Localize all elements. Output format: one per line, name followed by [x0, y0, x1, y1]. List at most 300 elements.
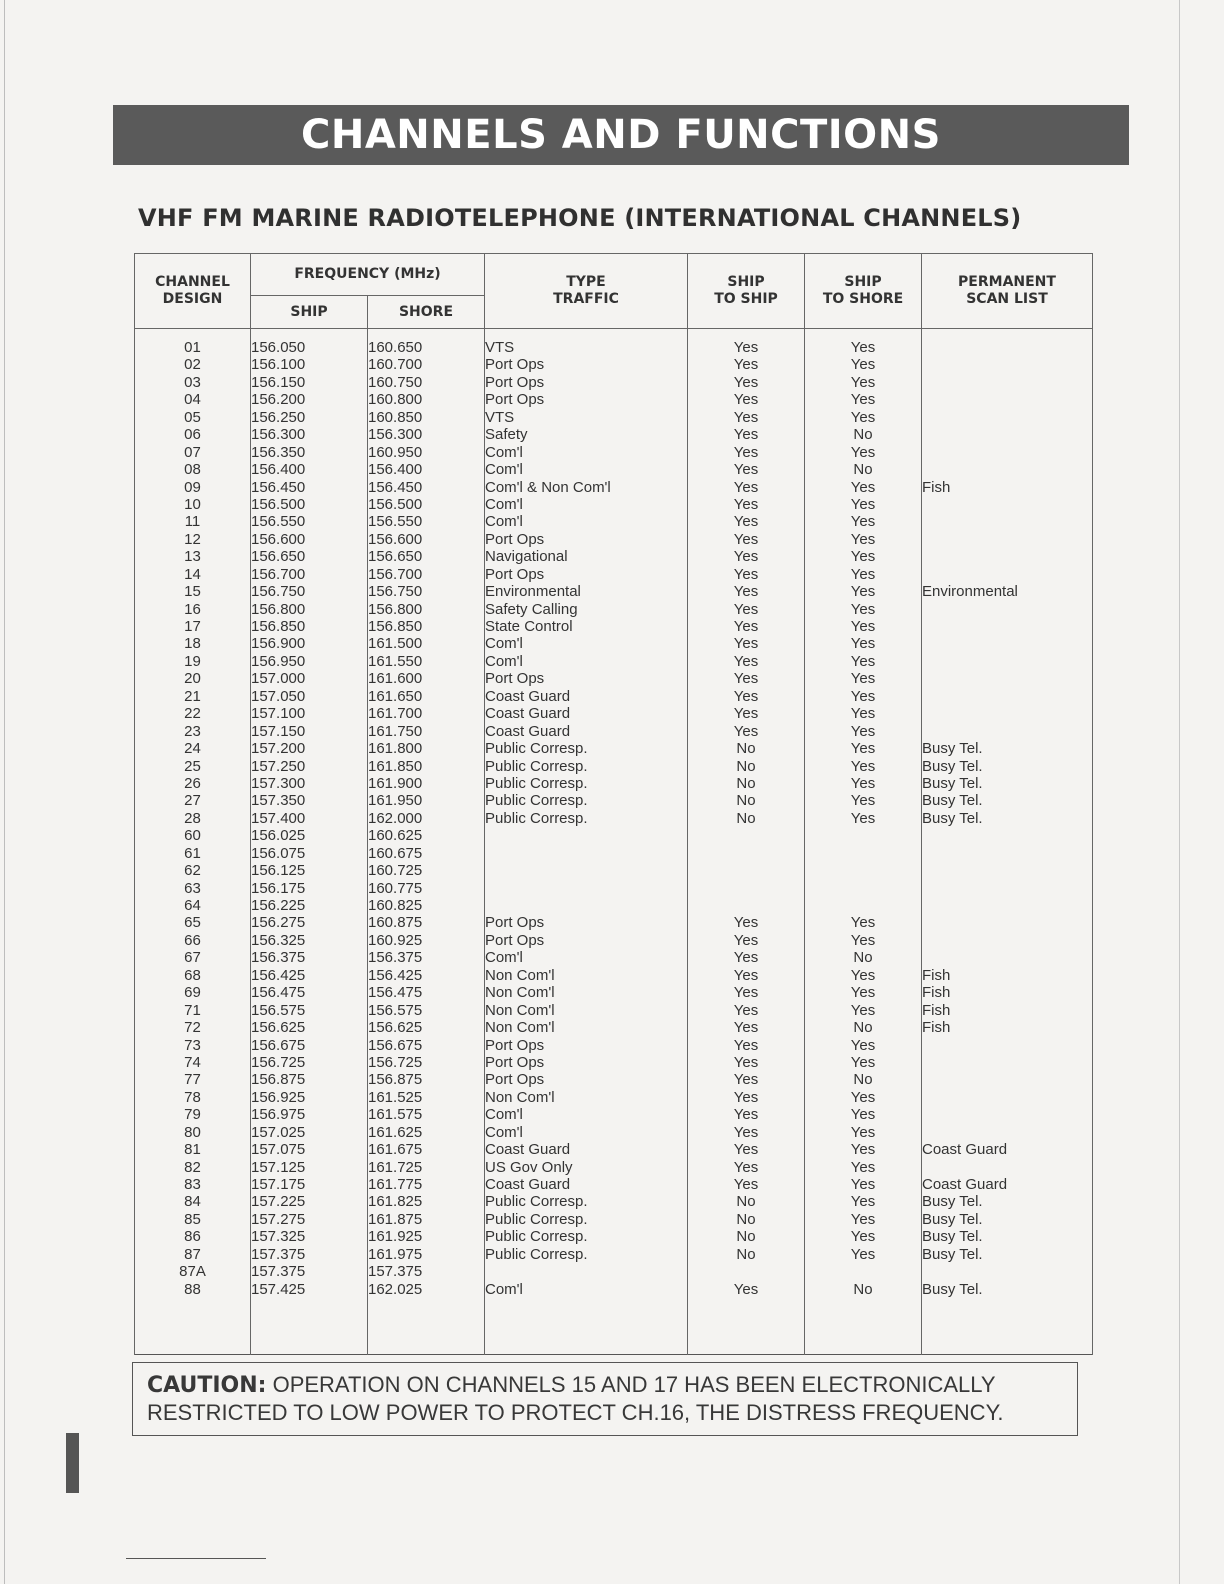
- cell-channel: 26: [184, 774, 201, 792]
- cell-shore-frequency: 160.750: [368, 373, 423, 391]
- cell-channel: 28: [184, 809, 201, 827]
- cell-ship-to-shore: Yes: [850, 774, 876, 792]
- cell-channel: 62: [184, 862, 201, 880]
- cell-channel: 83: [184, 1176, 201, 1193]
- cell-shore-frequency: 161.750: [368, 722, 423, 740]
- cell-ship-to-shore: Yes: [850, 1088, 876, 1106]
- cell-ship-to-shore: [805, 862, 921, 879]
- column-ship-to-shore: [805, 329, 922, 1355]
- cell-type-traffic: Public Corresp.: [485, 809, 588, 827]
- caution-notice: [132, 1362, 1078, 1436]
- cell-ship-to-ship: Yes: [733, 966, 759, 984]
- cell-type-traffic: Non Com'l: [485, 966, 555, 984]
- cell-type-traffic: US Gov Only: [485, 1158, 573, 1176]
- cell-channel: 66: [184, 931, 201, 949]
- cell-scan-list: [922, 827, 1092, 844]
- cell-ship-frequency: 156.050: [251, 339, 306, 356]
- cell-scan-list: Busy Tel.: [922, 1193, 983, 1211]
- cell-scan-list: [922, 897, 1092, 914]
- header-frequency: FREQUENCY (MHz): [251, 254, 485, 296]
- cell-channel: 88: [184, 1280, 201, 1298]
- cell-shore-frequency: 156.575: [368, 1001, 423, 1019]
- cell-shore-frequency: 160.725: [368, 862, 423, 880]
- cell-ship-to-ship: No: [736, 809, 756, 827]
- cell-ship-frequency: 156.900: [251, 635, 306, 653]
- cell-ship-frequency: 157.150: [251, 722, 306, 740]
- cell-channel: 12: [184, 530, 201, 548]
- cell-shore-frequency: 156.675: [368, 1036, 423, 1054]
- cell-ship-to-shore: Yes: [850, 1123, 876, 1141]
- cell-ship-to-ship: Yes: [733, 1280, 759, 1298]
- cell-ship-frequency: 156.350: [251, 443, 306, 461]
- cell-channel: 14: [184, 565, 201, 583]
- cell-ship-to-shore: No: [853, 949, 873, 967]
- cell-ship-to-ship: No: [736, 1210, 756, 1228]
- cell-scan-list: [922, 391, 1092, 408]
- cell-channel: 10: [184, 495, 201, 513]
- cell-ship-to-shore: Yes: [850, 339, 876, 356]
- cell-channel: 85: [184, 1210, 201, 1228]
- cell-ship-to-ship: Yes: [733, 670, 759, 688]
- cell-ship-to-shore: [805, 827, 921, 844]
- cell-type-traffic: State Control: [485, 618, 573, 635]
- cell-shore-frequency: 161.800: [368, 740, 423, 758]
- cell-ship-frequency: 157.300: [251, 774, 306, 792]
- cell-ship-frequency: 156.650: [251, 548, 306, 566]
- cell-shore-frequency: 161.500: [368, 635, 423, 653]
- cell-type-traffic: Com'l: [485, 1106, 523, 1124]
- cell-ship-frequency: 156.025: [251, 827, 306, 845]
- cell-ship-to-shore: Yes: [850, 809, 876, 827]
- cell-type-traffic: Navigational: [485, 548, 568, 566]
- cell-type-traffic: Com'l: [485, 461, 523, 479]
- cell-ship-to-shore: Yes: [850, 495, 876, 513]
- cell-ship-frequency: 156.200: [251, 391, 306, 409]
- cell-channel: 86: [184, 1228, 201, 1246]
- cell-ship-to-ship: No: [736, 1245, 756, 1263]
- cell-scan-list: [922, 1071, 1092, 1088]
- cell-shore-frequency: 160.950: [368, 443, 423, 461]
- cell-scan-list: Busy Tel.: [922, 774, 983, 792]
- cell-scan-list: [922, 566, 1092, 583]
- cell-shore-frequency: 161.775: [368, 1176, 423, 1193]
- cell-ship-to-ship: Yes: [733, 687, 759, 705]
- caution-line-1: OPERATION ON CHANNELS 15 AND 17 HAS BEEN ELECTRONICALLY: [266, 1372, 996, 1397]
- cell-ship-to-shore: Yes: [850, 1158, 876, 1176]
- cell-ship-frequency: 156.400: [251, 461, 306, 479]
- cell-scan-list: [922, 356, 1092, 373]
- cell-ship-frequency: 157.225: [251, 1193, 306, 1211]
- cell-ship-to-shore: Yes: [850, 705, 876, 723]
- cell-ship-to-ship: Yes: [733, 618, 759, 635]
- cell-ship-frequency: 157.000: [251, 670, 306, 688]
- cell-ship-frequency: 157.050: [251, 687, 306, 705]
- cell-ship-to-shore: Yes: [850, 740, 876, 758]
- cell-ship-frequency: 156.750: [251, 583, 306, 601]
- cell-ship-to-shore: Yes: [850, 1053, 876, 1071]
- cell-ship-frequency: 156.625: [251, 1019, 306, 1037]
- cell-scan-list: [922, 1054, 1092, 1071]
- cell-type-traffic: Public Corresp.: [485, 1245, 588, 1263]
- cell-ship-frequency: 156.875: [251, 1071, 306, 1089]
- cell-type-traffic: [485, 1263, 687, 1280]
- cell-shore-frequency: 156.475: [368, 984, 423, 1002]
- cell-ship-frequency: 157.175: [251, 1176, 306, 1193]
- cell-channel: 82: [184, 1158, 201, 1176]
- cell-channel: 68: [184, 966, 201, 984]
- cell-shore-frequency: 161.675: [368, 1141, 423, 1159]
- cell-type-traffic: Port Ops: [485, 565, 545, 583]
- cell-scan-list: Busy Tel.: [922, 740, 983, 758]
- cell-ship-to-ship: Yes: [733, 461, 759, 479]
- page-edge-left: [4, 0, 5, 1584]
- cell-type-traffic: Port Ops: [485, 356, 545, 374]
- cell-ship-frequency: 157.125: [251, 1158, 306, 1176]
- cell-ship-to-ship: Yes: [733, 530, 759, 548]
- cell-ship-frequency: 156.300: [251, 426, 306, 444]
- cell-ship-to-shore: Yes: [850, 1001, 876, 1019]
- margin-mark: [66, 1433, 79, 1493]
- cell-type-traffic: Com'l: [485, 495, 523, 513]
- cell-channel: 20: [184, 670, 201, 688]
- cell-channel: 84: [184, 1193, 201, 1211]
- cell-shore-frequency: 161.650: [368, 687, 423, 705]
- cell-type-traffic: Port Ops: [485, 1036, 545, 1054]
- cell-ship-to-shore: No: [853, 1280, 873, 1298]
- cell-scan-list: Busy Tel.: [922, 809, 983, 827]
- cell-shore-frequency: 156.625: [368, 1019, 423, 1037]
- cell-ship-to-ship: Yes: [733, 984, 759, 1002]
- cell-type-traffic: Safety: [485, 426, 528, 444]
- cell-scan-list: Busy Tel.: [922, 757, 983, 775]
- cell-ship-frequency: 156.225: [251, 897, 306, 914]
- cell-shore-frequency: 160.850: [368, 408, 423, 426]
- cell-ship-frequency: 157.350: [251, 792, 306, 810]
- cell-type-traffic: VTS: [485, 408, 515, 426]
- cell-ship-to-ship: No: [736, 1193, 756, 1211]
- cell-shore-frequency: 160.875: [368, 914, 423, 932]
- cell-shore-frequency: 162.025: [368, 1280, 423, 1298]
- cell-ship-to-ship: Yes: [733, 914, 759, 932]
- cell-ship-to-shore: Yes: [850, 984, 876, 1002]
- cell-ship-to-ship: Yes: [733, 722, 759, 740]
- cell-ship-frequency: 156.150: [251, 373, 306, 391]
- cell-scan-list: [922, 914, 1092, 931]
- cell-ship-to-ship: Yes: [733, 652, 759, 670]
- cell-type-traffic: Com'l: [485, 1123, 523, 1141]
- cell-ship-to-shore: Yes: [850, 687, 876, 705]
- cell-scan-list: [922, 513, 1092, 530]
- cell-channel: 25: [184, 757, 201, 775]
- cell-ship-frequency: 156.075: [251, 844, 306, 862]
- cell-type-traffic: Coast Guard: [485, 687, 571, 705]
- cell-scan-list: [922, 688, 1092, 705]
- header-ship-to-shore: SHIP TO SHORE: [805, 254, 922, 329]
- cell-scan-list: [922, 548, 1092, 565]
- cell-ship-to-ship: Yes: [733, 373, 759, 391]
- cell-shore-frequency: 156.800: [368, 600, 423, 618]
- cell-ship-to-ship: No: [736, 792, 756, 810]
- cell-channel: 80: [184, 1123, 201, 1141]
- cell-type-traffic: Non Com'l: [485, 1001, 555, 1019]
- cell-channel: 02: [184, 356, 201, 374]
- cell-shore-frequency: 160.800: [368, 391, 423, 409]
- cell-scan-list: [922, 932, 1092, 949]
- cell-scan-list: [922, 705, 1092, 722]
- cell-ship-to-shore: Yes: [850, 757, 876, 775]
- cell-scan-list: [922, 426, 1092, 443]
- cell-ship-to-shore: Yes: [850, 408, 876, 426]
- cell-shore-frequency: 161.850: [368, 757, 423, 775]
- cell-ship-to-shore: Yes: [850, 1245, 876, 1263]
- caution-label: CAUTION:: [147, 1373, 267, 1398]
- cell-ship-to-shore: Yes: [850, 373, 876, 391]
- cell-shore-frequency: 156.650: [368, 548, 423, 566]
- footer-rule: [126, 1558, 266, 1559]
- cell-ship-to-ship: Yes: [733, 408, 759, 426]
- cell-channel: 87A: [179, 1263, 206, 1281]
- cell-type-traffic: Coast Guard: [485, 705, 571, 723]
- cell-shore-frequency: 162.000: [368, 809, 423, 827]
- page-edge-right: [1179, 0, 1180, 1584]
- column-scan-list: [922, 329, 1093, 1355]
- cell-scan-list: [922, 531, 1092, 548]
- cell-ship-frequency: 156.250: [251, 408, 306, 426]
- cell-ship-frequency: 157.200: [251, 740, 306, 758]
- cell-type-traffic: Coast Guard: [485, 722, 571, 740]
- cell-ship-to-ship: Yes: [733, 513, 759, 531]
- column-shore-frequency: [368, 329, 485, 1355]
- cell-ship-to-shore: Yes: [850, 1141, 876, 1159]
- cell-ship-to-shore: No: [853, 1019, 873, 1037]
- cell-scan-list: [922, 862, 1092, 879]
- cell-shore-frequency: 160.625: [368, 827, 423, 845]
- cell-scan-list: Busy Tel.: [922, 1210, 983, 1228]
- cell-channel: 81: [184, 1141, 201, 1159]
- cell-type-traffic: Com'l & Non Com'l: [485, 478, 611, 496]
- cell-ship-to-ship: Yes: [733, 1088, 759, 1106]
- cell-type-traffic: [485, 880, 687, 897]
- cell-ship-to-shore: Yes: [850, 914, 876, 932]
- cell-channel: 61: [184, 844, 201, 862]
- cell-ship-to-ship: Yes: [733, 1123, 759, 1141]
- cell-shore-frequency: 156.725: [368, 1053, 423, 1071]
- cell-ship-to-ship: No: [736, 740, 756, 758]
- cell-scan-list: [922, 1124, 1092, 1141]
- cell-scan-list: [922, 880, 1092, 897]
- cell-scan-list: Coast Guard: [922, 1141, 1008, 1159]
- cell-type-traffic: Com'l: [485, 949, 523, 967]
- cell-ship-to-ship: Yes: [733, 1036, 759, 1054]
- cell-ship-frequency: 156.550: [251, 513, 306, 531]
- cell-shore-frequency: 161.825: [368, 1193, 423, 1211]
- cell-ship-to-ship: [688, 880, 804, 897]
- cell-ship-to-shore: Yes: [850, 478, 876, 496]
- cell-ship-frequency: 157.425: [251, 1280, 306, 1298]
- cell-channel: 69: [184, 984, 201, 1002]
- cell-channel: 65: [184, 914, 201, 932]
- cell-ship-to-ship: [688, 862, 804, 879]
- cell-ship-to-shore: Yes: [850, 513, 876, 531]
- cell-ship-to-shore: Yes: [850, 635, 876, 653]
- cell-ship-to-shore: Yes: [850, 1106, 876, 1124]
- cell-type-traffic: Non Com'l: [485, 1088, 555, 1106]
- cell-ship-to-ship: No: [736, 1228, 756, 1246]
- cell-ship-frequency: 157.075: [251, 1141, 306, 1159]
- cell-ship-frequency: 156.125: [251, 862, 306, 880]
- cell-type-traffic: Com'l: [485, 443, 523, 461]
- cell-scan-list: [922, 339, 1092, 356]
- cell-type-traffic: Port Ops: [485, 373, 545, 391]
- cell-type-traffic: Port Ops: [485, 530, 545, 548]
- cell-scan-list: [922, 949, 1092, 966]
- cell-scan-list: Busy Tel.: [922, 1245, 983, 1263]
- cell-ship-to-ship: Yes: [733, 1019, 759, 1037]
- column-ship-frequency: [251, 329, 368, 1355]
- header-shore-frequency: SHORE: [368, 296, 485, 329]
- cell-shore-frequency: 161.625: [368, 1123, 423, 1141]
- cell-scan-list: Fish: [922, 984, 951, 1002]
- cell-ship-to-ship: Yes: [733, 583, 759, 601]
- cell-channel: 17: [184, 618, 201, 635]
- cell-ship-to-shore: Yes: [850, 670, 876, 688]
- cell-ship-frequency: 157.375: [251, 1263, 306, 1281]
- cell-ship-to-shore: No: [853, 461, 873, 479]
- cell-ship-frequency: 157.250: [251, 757, 306, 775]
- cell-ship-to-shore: Yes: [850, 792, 876, 810]
- cell-shore-frequency: 161.875: [368, 1210, 423, 1228]
- column-type-traffic: [485, 329, 688, 1355]
- cell-type-traffic: VTS: [485, 339, 515, 356]
- cell-channel: 64: [184, 897, 201, 914]
- cell-scan-list: Fish: [922, 966, 951, 984]
- column-ship-to-ship: [688, 329, 805, 1355]
- cell-ship-frequency: 156.575: [251, 1001, 306, 1019]
- cell-ship-to-ship: Yes: [733, 356, 759, 374]
- cell-channel: 77: [184, 1071, 201, 1089]
- cell-ship-frequency: 156.725: [251, 1053, 306, 1071]
- caution-line-2: RESTRICTED TO LOW POWER TO PROTECT CH.16, THE DISTRESS FREQUENCY.: [147, 1400, 1004, 1425]
- cell-ship-frequency: 156.325: [251, 931, 306, 949]
- cell-ship-frequency: 157.025: [251, 1123, 306, 1141]
- cell-channel: 15: [184, 583, 201, 601]
- cell-channel: 60: [184, 827, 201, 845]
- cell-scan-list: [922, 409, 1092, 426]
- cell-ship-to-shore: No: [853, 1071, 873, 1089]
- cell-type-traffic: [485, 827, 687, 844]
- cell-ship-to-shore: Yes: [850, 1176, 876, 1193]
- cell-shore-frequency: 161.725: [368, 1158, 423, 1176]
- cell-channel: 04: [184, 391, 201, 409]
- cell-ship-to-shore: Yes: [850, 583, 876, 601]
- header-channel-design: CHANNEL DESIGN: [135, 254, 251, 329]
- cell-scan-list: [922, 653, 1092, 670]
- cell-scan-list: [922, 444, 1092, 461]
- cell-scan-list: [922, 1037, 1092, 1054]
- cell-ship-to-shore: Yes: [850, 443, 876, 461]
- cell-scan-list: [922, 1263, 1092, 1280]
- cell-ship-to-ship: Yes: [733, 1001, 759, 1019]
- cell-shore-frequency: 160.775: [368, 879, 423, 897]
- column-channel: [135, 329, 251, 1355]
- cell-ship-to-shore: Yes: [850, 548, 876, 566]
- cell-ship-to-ship: No: [736, 757, 756, 775]
- cell-type-traffic: Port Ops: [485, 1071, 545, 1089]
- cell-ship-to-ship: [688, 1263, 804, 1280]
- cell-shore-frequency: 161.525: [368, 1088, 423, 1106]
- cell-ship-frequency: 156.425: [251, 966, 306, 984]
- cell-shore-frequency: 156.600: [368, 530, 423, 548]
- cell-type-traffic: Port Ops: [485, 931, 545, 949]
- cell-channel: 13: [184, 548, 201, 566]
- header-permanent-scan-list: PERMANENT SCAN LIST: [922, 254, 1093, 329]
- cell-type-traffic: Public Corresp.: [485, 1210, 588, 1228]
- cell-type-traffic: [485, 897, 687, 914]
- cell-channel: 71: [184, 1001, 201, 1019]
- cell-scan-list: Busy Tel.: [922, 1280, 983, 1298]
- cell-scan-list: [922, 618, 1092, 635]
- cell-channel: 79: [184, 1106, 201, 1124]
- cell-ship-frequency: 157.375: [251, 1245, 306, 1263]
- cell-ship-to-shore: Yes: [850, 966, 876, 984]
- cell-ship-frequency: 157.100: [251, 705, 306, 723]
- cell-channel: 19: [184, 652, 201, 670]
- cell-ship-to-ship: Yes: [733, 495, 759, 513]
- cell-ship-to-shore: Yes: [850, 600, 876, 618]
- cell-channel: 07: [184, 443, 201, 461]
- cell-ship-to-shore: Yes: [850, 530, 876, 548]
- cell-channel: 78: [184, 1088, 201, 1106]
- cell-ship-to-ship: Yes: [733, 443, 759, 461]
- cell-shore-frequency: 160.650: [368, 339, 423, 356]
- header-ship-to-ship: SHIP TO SHIP: [688, 254, 805, 329]
- cell-ship-to-ship: Yes: [733, 426, 759, 444]
- cell-ship-frequency: 157.400: [251, 809, 306, 827]
- cell-ship-frequency: 156.500: [251, 495, 306, 513]
- cell-scan-list: Busy Tel.: [922, 792, 983, 810]
- cell-type-traffic: Public Corresp.: [485, 774, 588, 792]
- cell-scan-list: Environmental: [922, 583, 1018, 601]
- cell-type-traffic: Non Com'l: [485, 984, 555, 1002]
- cell-type-traffic: Public Corresp.: [485, 792, 588, 810]
- cell-type-traffic: [485, 862, 687, 879]
- table-subtitle: VHF FM MARINE RADIOTELEPHONE (INTERNATIONAL CHANNELS): [138, 204, 1022, 232]
- cell-shore-frequency: 156.500: [368, 495, 423, 513]
- cell-ship-to-shore: Yes: [850, 391, 876, 409]
- cell-channel: 08: [184, 461, 201, 479]
- cell-ship-frequency: 156.100: [251, 356, 306, 374]
- cell-ship-to-shore: Yes: [850, 1193, 876, 1211]
- cell-scan-list: [922, 845, 1092, 862]
- cell-ship-to-ship: Yes: [733, 565, 759, 583]
- cell-channel: 72: [184, 1019, 201, 1037]
- cell-shore-frequency: 161.900: [368, 774, 423, 792]
- cell-ship-to-ship: Yes: [733, 931, 759, 949]
- cell-channel: 63: [184, 879, 201, 897]
- cell-ship-to-ship: Yes: [733, 635, 759, 653]
- cell-scan-list: Coast Guard: [922, 1176, 1008, 1193]
- cell-ship-to-shore: Yes: [850, 565, 876, 583]
- cell-shore-frequency: 160.825: [368, 897, 423, 914]
- cell-ship-to-shore: Yes: [850, 931, 876, 949]
- cell-channel: 23: [184, 722, 201, 740]
- cell-shore-frequency: 156.300: [368, 426, 423, 444]
- cell-scan-list: [922, 723, 1092, 740]
- cell-scan-list: [922, 635, 1092, 652]
- cell-shore-frequency: 156.425: [368, 966, 423, 984]
- cell-ship-frequency: 157.275: [251, 1210, 306, 1228]
- cell-ship-to-ship: Yes: [733, 1053, 759, 1071]
